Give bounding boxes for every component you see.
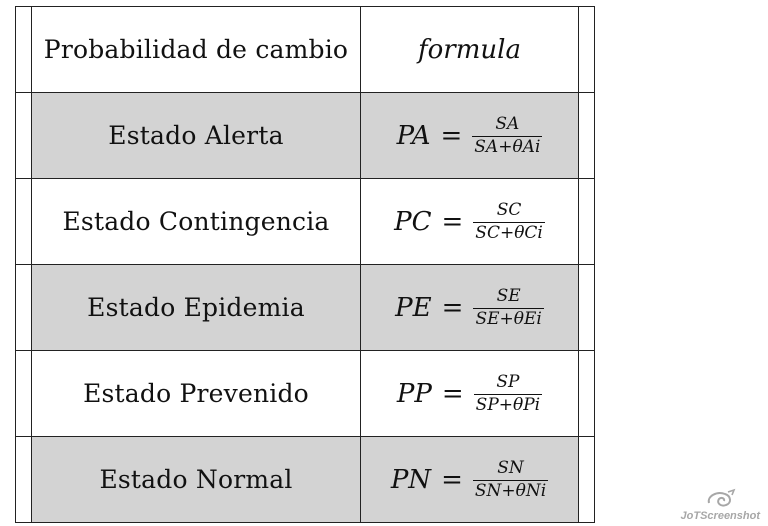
- fraction-denominator: SA+θAi: [474, 136, 541, 157]
- equation: [391, 459, 548, 500]
- fraction: [473, 287, 543, 328]
- equation-lhs: PP: [396, 378, 432, 409]
- left-gutter-cell: [16, 437, 32, 523]
- watermark: [681, 488, 760, 522]
- fraction: [473, 201, 545, 242]
- fraction-denominator: SE+θEi: [475, 308, 542, 329]
- left-gutter-cell: [16, 351, 32, 437]
- probability-table: [15, 6, 595, 523]
- header-label-cell: Probabilidad de cambio: [32, 7, 361, 93]
- state-label-cell: Estado Normal: [32, 437, 361, 523]
- fraction-numerator: SC: [496, 199, 522, 220]
- table-header-row: [16, 7, 595, 93]
- equation-lhs: PC: [394, 206, 432, 237]
- equation: [395, 287, 544, 328]
- fraction-numerator: SN: [497, 457, 524, 478]
- left-gutter-cell: [16, 179, 32, 265]
- fraction-denominator: SC+θCi: [475, 222, 543, 243]
- right-gutter-cell: [579, 7, 595, 93]
- fraction-denominator: SN+θNi: [474, 480, 547, 501]
- equals-sign: =: [441, 464, 463, 495]
- right-gutter-cell: [579, 93, 595, 179]
- right-gutter-cell: [579, 437, 595, 523]
- state-label-cell: Estado Prevenido: [32, 351, 361, 437]
- fraction-denominator: SP+θPi: [475, 394, 541, 415]
- state-label-cell: Estado Alerta: [32, 93, 361, 179]
- table-image: [15, 6, 594, 520]
- equals-sign: =: [441, 292, 464, 323]
- table-row: [16, 93, 595, 179]
- equals-sign: =: [440, 120, 463, 151]
- equation-lhs: PA: [396, 120, 431, 151]
- left-gutter-cell: [16, 265, 32, 351]
- table-row: [16, 179, 595, 265]
- formula-cell: [361, 437, 579, 523]
- right-gutter-cell: [579, 265, 595, 351]
- fraction: [474, 373, 542, 414]
- fraction: [472, 115, 542, 156]
- formula-cell: [361, 265, 579, 351]
- fraction-numerator: SP: [496, 371, 520, 392]
- fraction: [473, 459, 548, 500]
- equals-sign: =: [441, 378, 464, 409]
- state-label-cell: Estado Contingencia: [32, 179, 361, 265]
- equation: [397, 115, 543, 156]
- formula-cell: [361, 179, 579, 265]
- equation: [394, 201, 545, 242]
- fraction-numerator: SA: [495, 113, 520, 134]
- right-gutter-cell: [579, 351, 595, 437]
- left-gutter-cell: [16, 93, 32, 179]
- right-gutter-cell: [579, 179, 595, 265]
- equation-lhs: PN: [390, 464, 432, 495]
- table-row: [16, 265, 595, 351]
- camera-swirl-icon: [703, 488, 737, 510]
- formula-cell: [361, 93, 579, 179]
- left-gutter-cell: [16, 7, 32, 93]
- fraction-numerator: SE: [496, 285, 521, 306]
- equation-lhs: PE: [395, 292, 432, 323]
- equals-sign: =: [441, 206, 464, 237]
- state-label-cell: Estado Epidemia: [32, 265, 361, 351]
- header-formula-cell: formula: [361, 7, 579, 93]
- watermark-text: JoTScreenshot: [680, 510, 760, 522]
- formula-cell: [361, 351, 579, 437]
- table-row: [16, 351, 595, 437]
- table-row: [16, 437, 595, 523]
- equation: [397, 373, 542, 414]
